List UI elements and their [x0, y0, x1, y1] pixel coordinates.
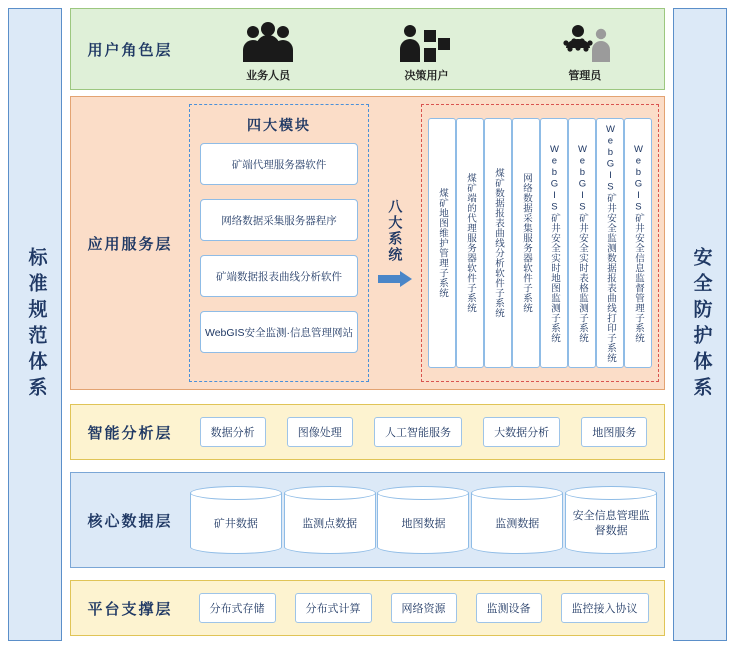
analysis-service-item[interactable]: 地图服务 — [581, 417, 647, 447]
system-label: WebGIS矿井安全信息监督管理子系统 — [632, 143, 644, 343]
role-item — [351, 20, 501, 83]
layer-title-application-services: 应用服务层 — [87, 235, 173, 253]
platform-support-list — [189, 593, 664, 623]
four-modules-title: 四大模块 — [247, 117, 311, 133]
right-arrow-icon — [378, 271, 412, 287]
layer-platform-support — [70, 580, 665, 636]
layer-core-data — [70, 472, 665, 568]
system-label: 煤矿地图维护管理子系统 — [436, 188, 448, 298]
system-item[interactable] — [456, 118, 484, 368]
role-label: 管理员 — [568, 70, 602, 82]
core-data-store-list — [189, 486, 664, 554]
data-store-label: 监测数据 — [495, 517, 540, 530]
user-role-list — [189, 9, 664, 89]
cylinder-top — [190, 486, 282, 500]
data-store-label: 矿井数据 — [213, 517, 258, 530]
database-cylinder-icon[interactable] — [471, 486, 563, 554]
layer-user-roles — [70, 8, 665, 90]
module-item[interactable]: 矿端代理服务器软件 — [200, 143, 358, 185]
system-item[interactable] — [540, 118, 568, 368]
system-item[interactable] — [484, 118, 512, 368]
right-vertical-band — [673, 8, 727, 641]
person-chart-icon — [397, 20, 455, 64]
modules-to-systems-arrow-group — [369, 199, 421, 287]
system-label: WebGIS矿井安全实时地图监测子系统 — [548, 143, 560, 343]
analysis-service-list — [189, 417, 664, 447]
four-modules-group — [189, 104, 369, 382]
system-item[interactable] — [428, 118, 456, 368]
cylinder-top — [565, 486, 657, 500]
system-item[interactable] — [512, 118, 540, 368]
platform-support-item[interactable]: 监测设备 — [476, 593, 542, 623]
analysis-service-item[interactable]: 大数据分析 — [483, 417, 560, 447]
module-item[interactable]: WebGIS安全监测·信息管理网站 — [200, 311, 358, 353]
module-item[interactable]: 网络数据采集服务器程序 — [200, 199, 358, 241]
layer-title-user-roles: 用户角色层 — [87, 41, 173, 59]
group-users-icon — [239, 20, 297, 64]
admin-person-icon — [556, 20, 614, 64]
cylinder-top — [471, 486, 563, 500]
database-cylinder-icon[interactable] — [190, 486, 282, 554]
left-vertical-band — [8, 8, 62, 641]
layer-title-core-data: 核心数据层 — [87, 512, 173, 530]
application-body — [189, 97, 667, 389]
right-band-label: 安全防护体系 — [690, 246, 712, 403]
data-store-label: 监测点数据 — [302, 517, 358, 530]
role-item — [510, 20, 660, 83]
system-label: 网络数据采集服务器软件子系统 — [520, 173, 532, 313]
cylinder-top — [284, 486, 376, 500]
eight-systems-label: 八大系统 — [387, 199, 404, 263]
platform-support-item[interactable]: 监控接入协议 — [561, 593, 649, 623]
data-store-label: 安全信息管理监督数据 — [572, 510, 650, 537]
system-label: 煤矿端的代理服务器软件子系统 — [464, 173, 476, 313]
role-item — [193, 20, 343, 83]
analysis-service-item[interactable]: 人工智能服务 — [374, 417, 462, 447]
role-label: 业务人员 — [246, 70, 291, 82]
analysis-service-item[interactable]: 图像处理 — [287, 417, 353, 447]
layer-application-services — [70, 96, 665, 390]
cylinder-top — [377, 486, 469, 500]
system-item[interactable] — [568, 118, 596, 368]
system-item[interactable] — [624, 118, 652, 368]
platform-support-item[interactable]: 网络资源 — [391, 593, 457, 623]
layer-intelligent-analysis — [70, 404, 665, 460]
platform-support-item[interactable]: 分布式计算 — [295, 593, 372, 623]
layer-title-platform-support: 平台支撑层 — [87, 600, 173, 618]
system-label: WebGIS矿井安全监测数据报表曲线打印子系统 — [604, 123, 616, 363]
system-item[interactable] — [596, 118, 624, 368]
database-cylinder-icon[interactable] — [284, 486, 376, 554]
layer-title-intelligent-analysis: 智能分析层 — [87, 424, 173, 442]
module-item[interactable]: 矿端数据报表曲线分析软件 — [200, 255, 358, 297]
system-label: WebGIS矿井安全实时表格监测子系统 — [576, 143, 588, 343]
analysis-service-item[interactable]: 数据分析 — [200, 417, 266, 447]
system-label: 煤矿数据报表曲线分析软件子系统 — [492, 168, 504, 318]
role-label: 决策用户 — [404, 70, 449, 82]
eight-systems-group — [421, 104, 659, 382]
database-cylinder-icon[interactable] — [377, 486, 469, 554]
data-store-label: 地图数据 — [401, 517, 446, 530]
platform-support-item[interactable]: 分布式存储 — [199, 593, 276, 623]
database-cylinder-icon[interactable] — [565, 486, 657, 554]
left-band-label: 标准规范体系 — [25, 246, 47, 403]
